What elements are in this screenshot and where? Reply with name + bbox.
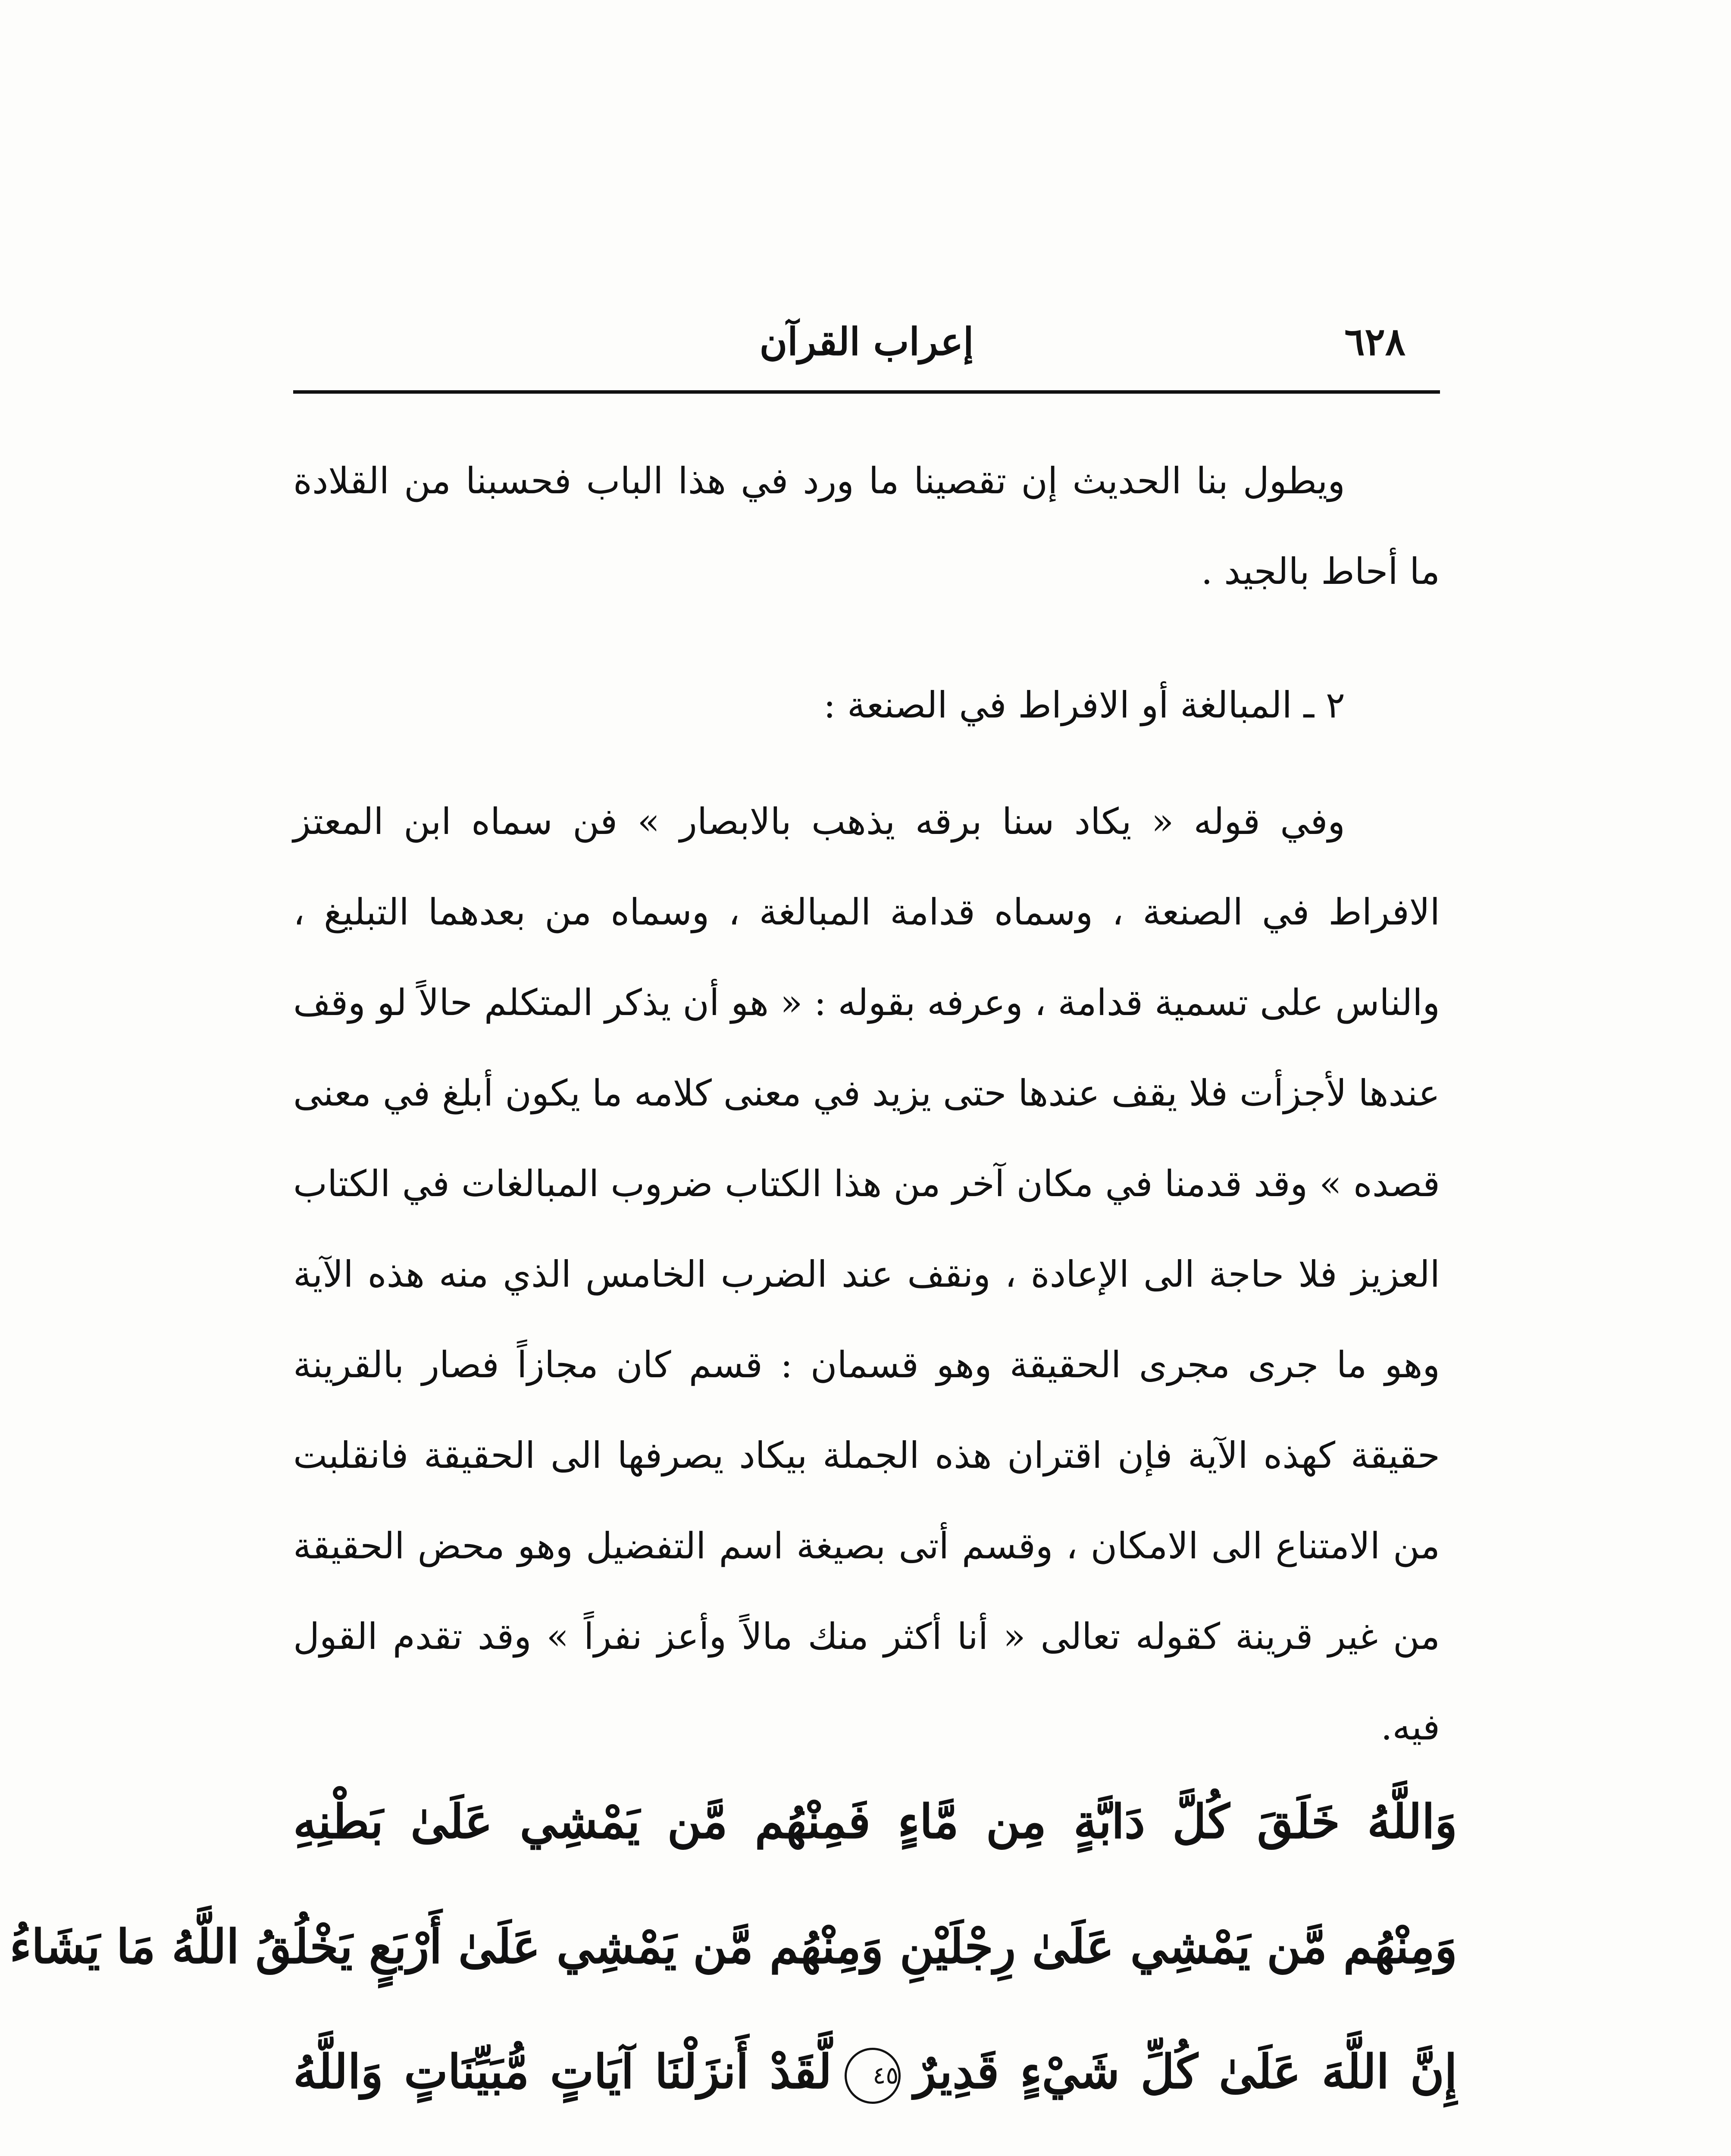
book-title: إعراب القرآن <box>759 319 974 364</box>
verse-line-2: وَمِنْهُم مَّن يَمْشِي عَلَىٰ رِجْلَيْنِ وَمِنْهُم مَّن يَمْشِي عَلَىٰ أَرْبَعٍ يَخْلُقُ اللَّهُ مَا يَشَاءُ <box>9 1920 1457 1974</box>
verse-line-3-start: إِنَّ اللَّهَ عَلَىٰ كُلِّ شَيْءٍ قَدِيرٌ <box>914 2045 1458 2099</box>
commentary-text <box>293 436 1440 1772</box>
header-divider <box>293 390 1440 394</box>
verse-line-3-end: لَّقَدْ أَنزَلْنَا آيَاتٍ مُّبَيِّنَاتٍ وَاللَّهُ <box>293 2045 832 2099</box>
verse-line-1: وَاللَّهُ خَلَقَ كُلَّ دَابَّةٍ مِن مَّاءٍ فَمِنْهُم مَّن يَمْشِي عَلَىٰ بَطْنِهِ <box>293 1795 1457 1849</box>
page-number: ٦٢٨ <box>1344 319 1405 364</box>
quran-verses <box>9 1759 1458 2134</box>
paragraph-exaggeration: وفي قوله « يكاد سنا برقه يذهب بالابصار » فن سماه ابن المعتز الافراط في الصنعة ، وسماه قدامة المبالغة ، وسماه من بعدهما التبليغ ، والناس على تسمية قدامة ، وعرفه بقوله : « هو أن يذكر المتكلم حالاً لو وقف عندها لأجزأت فلا يقف عندها حتى يزيد في معنى كلامه ما يكون أبلغ في معنى قصده » وقد قدمنا في مكان آخر من هذا الكتاب ضروب المبالغات في الكتاب العزيز فلا حاجة الى الإعادة ، ونقف عند الضرب الخامس الذي منه هذه الآية وهو ما جرى مجرى الحقيقة وهو قسمان : قسم كان مجازاً فصار بالقرينة حقيقة كهذه الآية فإن اقتران هذه الجملة بيكاد يصرفها الى الحقيقة فانقلبت من الامتناع الى الامكان ، وقسم أتى بصيغة اسم التفضيل وهو محض الحقيقة من غير قرينة كقوله تعالى « أنا أكثر منك مالاً وأعز نفراً » وقد تقدم القول فيه. <box>293 800 1440 1748</box>
verse-line-3 <box>293 2009 1457 2134</box>
page-header <box>293 310 1440 392</box>
paragraph-intro: ويطول بنا الحديث إن تقصينا ما ورد في هذا الباب فحسبنا من القلادة ما أحاط بالجيد . <box>293 460 1440 592</box>
ayah-number-marker: ٤٥ <box>845 2048 901 2104</box>
section-heading: ٢ ـ المبالغة أو الافراط في الصنعة : <box>823 684 1345 726</box>
